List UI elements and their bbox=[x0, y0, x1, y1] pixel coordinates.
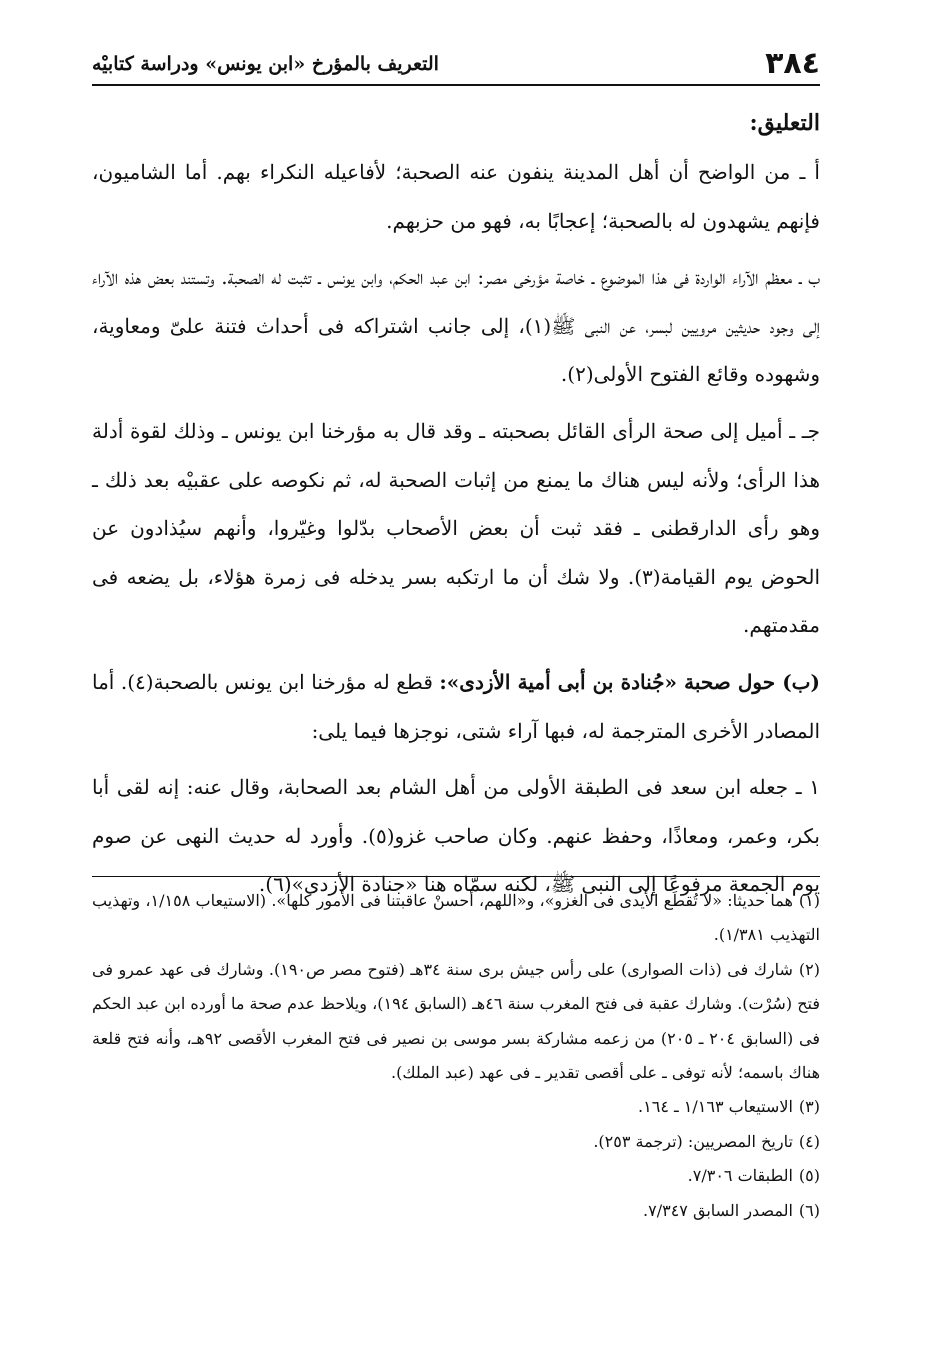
footnote-text: الطبقات ٧/٣٠٦. bbox=[687, 1166, 793, 1186]
footnote-number: (٥) bbox=[798, 1166, 820, 1186]
paragraph-c bbox=[92, 407, 820, 650]
footnote-number: (٢) bbox=[798, 959, 820, 979]
junada-heading: (ب) حول صحبة «جُنادة بن أبى أمية الأزدى»: bbox=[439, 669, 820, 694]
footnote-text: المصدر السابق ٧/٣٤٧. bbox=[643, 1200, 793, 1220]
paragraph-a-text: أ ـ من الواضح أن أهل المدينة ينفون عنه الصحبة؛ لأفاعيله النكراء بهم. أما الشاميون، فإنهم يشهدون له بالصحبة؛ إعجابًا به، فهو من حزبهم. bbox=[92, 160, 820, 233]
footnote-text: الاستيعاب ١/١٦٣ ـ ١٦٤. bbox=[638, 1097, 793, 1117]
footnote-text: تاريخ المصريين: (ترجمة ٢٥٣). bbox=[593, 1131, 793, 1151]
paragraph-c-text: جـ ـ أميل إلى صحة الرأى القائل بصحبته ـ وقد قال به مؤرخنا ابن يونس ـ وذلك لقوة أدلة هذا الرأى؛ ولأنه ليس هناك ما يمنع من إثبات الصحبة له، ثم نكوصه على عقبيْه بعد ذلك ـ وهو رأى الدارقطنى ـ فقد ثبت أن بعض الأصحاب بدّلوا وغيّروا، وأنهم سيُذادون عن الحوض يوم القيامة(٣). ولا شك أن ما ارتكبه بسر يدخله فى زمرة هؤلاء، بل يضعه فى مقدمتهم. bbox=[92, 418, 820, 638]
section-heading: التعليق: bbox=[749, 110, 820, 136]
paragraph-junada-text: قطع له مؤرخنا ابن يونس بالصحبة(٤). أما المصادر الأخرى المترجمة له، فبها آراء شتى، نوجزها فيما يلى: bbox=[92, 669, 820, 743]
footnote-6 bbox=[92, 1194, 820, 1228]
footnote-number: (١) bbox=[798, 891, 820, 910]
running-header bbox=[92, 44, 820, 86]
footnote-1 bbox=[92, 884, 820, 953]
footnote-number: (٣) bbox=[798, 1097, 820, 1117]
footnote-2 bbox=[92, 953, 820, 1091]
footnotes bbox=[92, 884, 820, 1228]
paragraph-junada bbox=[92, 658, 820, 755]
footnote-number: (٤) bbox=[798, 1131, 820, 1151]
main-text bbox=[92, 148, 820, 917]
footnote-text: هما حديثا: «لا تُقطَع الأيدى فى الغزو»، و«اللهم، أحسنْ عاقبتنا فى الأمور كلها». (الاستيعاب ١/١٥٨، وتهذيب التهذيب ١/٣٨١). bbox=[92, 891, 820, 945]
footnote-divider bbox=[92, 876, 820, 877]
paragraph-b-text: ب ـ معظم الآراء الواردة فى هذا الموضوع ـ خاصة مؤرخى مصر: ابن عبد الحكم، وابن يونس ـ تثبت له الصحبة. وتستند بعض هذه الآراء إلى وجود حديثين مرويين لبسر، عن النبى ﷺ(١)، إلى جانب اشتراكه فى أحداث فتنة علىّ ومعاوية، وشهوده وقائع الفتوح الأولى(٢). bbox=[92, 265, 820, 387]
footnote-text: شارك فى (ذات الصوارى) على رأس جيش برى سنة ٣٤هـ (فتوح مصر ص١٩٠). وشارك فى عهد عمرو فى فتح (سُرْت). وشارك عقبة فى فتح المغرب سنة ٤٦هـ (السابق ١٩٤)، ويلاحظ عدم صحة ما أورده ابن عبد الحكم فى (السابق ٢٠٤ ـ ٢٠٥) من زعمه مشاركة بسر موسى بن نصير فى فتح المغرب الأقصى ٩٢هـ، وأنه فتح قلعة هناك باسمه؛ لأنه توفى ـ على أقصى تقدير ـ فى عهد (عبد الملك). bbox=[92, 959, 821, 1083]
footnote-5 bbox=[92, 1159, 820, 1193]
paragraph-b bbox=[92, 253, 820, 399]
footnote-number: (٦) bbox=[798, 1200, 820, 1220]
paragraph-a bbox=[92, 148, 820, 245]
running-title: التعريف بالمؤرخ «ابن يونس» ودراسة كتابيْه bbox=[92, 53, 439, 75]
footnote-3 bbox=[92, 1090, 820, 1124]
page-number: ٣٨٤ bbox=[765, 46, 820, 81]
paragraph-1-text: ١ ـ جعله ابن سعد فى الطبقة الأولى من أهل الشام بعد الصحابة، وقال عنه: إنه لقى أبا بكر، وعمر، ومعاذًا، وحفظ عنهم. وكان صاحب غزو(٥). وأورد له حديث النهى عن صوم يوم الجمعة مرفوعًا إلى النبى ﷺ، لكنه سمّاه هنا «جنادة الأزدى»(٦). bbox=[92, 775, 820, 897]
footnote-4 bbox=[92, 1125, 820, 1159]
